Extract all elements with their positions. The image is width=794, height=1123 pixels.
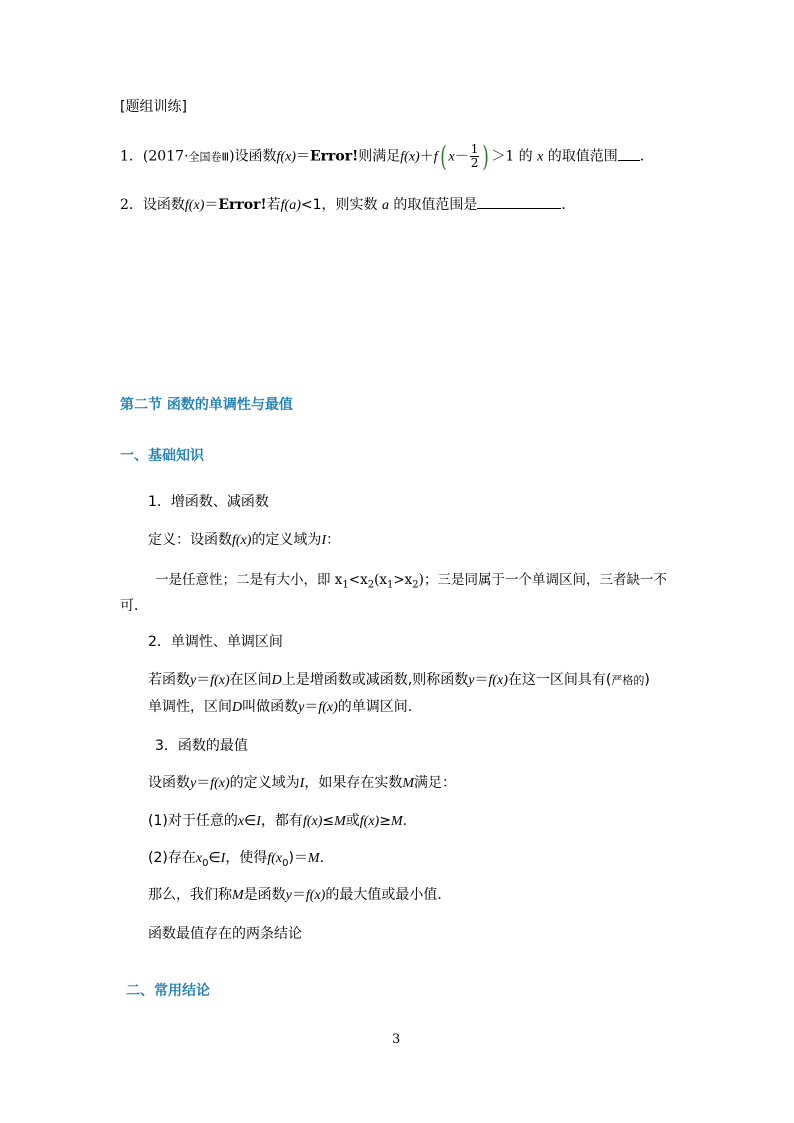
q1-source-end: ) [229, 148, 235, 165]
q2-number: 2． [120, 197, 143, 213]
mono1-fx: f(x) [210, 673, 230, 688]
c1-t1: (1)对于任意的 [148, 813, 238, 829]
q2-text-4: 的取值范围是 [388, 197, 478, 213]
c2-I: I [220, 851, 226, 866]
q1-number: 1． [120, 148, 143, 165]
mono1-fx2: f(x) [488, 673, 508, 688]
c1-t5: 或 [345, 813, 360, 829]
definition-line [148, 531, 340, 550]
c2-x0: x [195, 851, 203, 866]
q2-fa: f(a) [280, 198, 301, 213]
then-t1: 那么，我们称 [148, 887, 232, 903]
c1-t3: ，都有 [260, 813, 303, 829]
q1-fx2: f(x) [400, 149, 420, 165]
mono1-y: y [190, 673, 197, 688]
then-M: M [232, 888, 244, 903]
c2-t1: (2)存在 [148, 850, 196, 866]
max-t4: ，如果存在实数 [304, 775, 403, 791]
note-text-2: <x [348, 572, 368, 588]
note-line-2: 可． [120, 598, 148, 614]
q2-a: a [381, 198, 389, 213]
max-t1: 设函数 [148, 775, 190, 791]
then-t2: 是函数 [243, 887, 286, 903]
q1-fx: f(x) [276, 149, 296, 165]
c2-M: M [307, 851, 320, 866]
mono1-strict: 严格的 [611, 674, 645, 687]
mono2-D: D [232, 700, 243, 715]
max-t2: ＝ [196, 775, 211, 791]
q1-frac-den: 2 [470, 156, 479, 170]
c2-t2: ∈ [208, 850, 221, 866]
practice-heading: [题组训练] [120, 99, 187, 115]
q2-text-2: 若 [266, 197, 281, 213]
mono1-t6: 在这一区间具有( [507, 672, 612, 688]
q1-text-2: 则满足 [358, 148, 401, 165]
q1-source: (2017· [142, 148, 189, 165]
c2-f: f(x [267, 851, 283, 866]
then-fx: f(x) [305, 888, 326, 903]
def-text-3: ： [326, 532, 341, 548]
q2-eq: ＝ [204, 197, 219, 213]
q1-eq: ＝ [295, 148, 310, 165]
page-number: 3 [392, 1032, 401, 1047]
q1-text-3: ＞1 的 [491, 148, 533, 165]
q1-minus: － [454, 148, 469, 165]
then-y: y [285, 888, 292, 903]
max-y: y [190, 776, 197, 791]
q2-fx: f(x) [184, 198, 205, 213]
mono2-fx: f(x) [318, 700, 338, 715]
max-M: M [402, 776, 414, 791]
note-text-4: >x [393, 572, 413, 588]
q2-text-3: <1，则实数 [300, 197, 378, 213]
mono1-D: D [271, 673, 282, 688]
then-t4: 的最大值或最小值． [325, 887, 452, 903]
max-fx: f(x) [210, 776, 230, 791]
part1-title: 一、基础知识 [120, 448, 204, 464]
item2-title: 2．单调性、单调区间 [148, 634, 283, 650]
monotonic-line-1 [148, 671, 650, 690]
q2-answer-blank[interactable] [477, 194, 561, 209]
monotonic-line-2 [148, 698, 412, 717]
max-I: I [299, 776, 305, 791]
note-text-1: 一是任意性；二是有大小，即 x [155, 572, 343, 588]
mono1-t2: ＝ [196, 672, 211, 688]
note-text-3: (x [374, 572, 387, 588]
condition-1 [148, 812, 407, 831]
note-line-1 [155, 571, 667, 595]
part2-title: 二、常用结论 [126, 983, 210, 999]
q1-text-4: 的取值范围 [543, 148, 618, 165]
q1-text-1: 设函数 [234, 148, 277, 165]
c1-t2: ∈ [244, 813, 257, 829]
c1-M2: M [390, 814, 403, 829]
question-2 [120, 194, 575, 215]
def-text-1: 定义：设函数 [148, 532, 232, 548]
q1-end: ． [639, 148, 654, 165]
mono2-y: y [298, 700, 305, 715]
c2-sub0: 0 [202, 857, 209, 869]
mono1-t3: 在区间 [229, 672, 272, 688]
c1-I: I [256, 814, 261, 829]
conclusion-line: 函数最值存在的两条结论 [148, 926, 302, 942]
condition-2 [148, 849, 324, 873]
q2-end: ． [561, 197, 576, 213]
c2-t5: . [319, 850, 325, 866]
c2-sub1: 0 [282, 857, 289, 869]
mono1-y2: y [468, 673, 475, 688]
q1-answer-blank[interactable] [618, 146, 640, 161]
max-t3: 的定义域为 [229, 775, 300, 791]
q2-error: Error! [218, 197, 267, 213]
q1-x: x [448, 149, 455, 165]
note-sub-1: 1 [342, 579, 349, 591]
q1-frac-num: 1 [470, 142, 479, 156]
note-sub-3: 1 [386, 579, 394, 591]
mono1-t1: 若函数 [148, 672, 190, 688]
right-paren-icon: ) [482, 139, 490, 173]
q1-source-label: 全国卷Ⅲ [188, 150, 230, 164]
q2-text-1: 设函数 [142, 197, 185, 213]
note-text-5: )；三是同属于一个单调区间，三者缺一不 [418, 572, 667, 588]
c2-t3: ，使得 [225, 850, 268, 866]
mono1-t5: ＝ [474, 672, 489, 688]
q1-f: f [433, 149, 438, 165]
then-t3: ＝ [291, 887, 306, 903]
c1-x: x [237, 814, 245, 829]
c1-t6: ≥ [379, 813, 391, 829]
def-text-2: 的定义域为 [251, 532, 322, 548]
c1-fx2: f(x) [359, 814, 380, 829]
then-line [148, 886, 451, 905]
mono1-t7: ) [644, 672, 650, 688]
max-t5: 满足： [414, 775, 456, 791]
c1-t4: ≤ [322, 813, 335, 829]
note-sub-2: 2 [367, 579, 375, 591]
q1-x2: x [537, 149, 544, 165]
c1-t7: . [402, 813, 408, 829]
q1-plus: ＋ [419, 148, 434, 165]
q1-fraction [470, 143, 480, 170]
left-paren-icon: ( [439, 139, 447, 173]
item1-title: 1．增函数、减函数 [148, 494, 269, 510]
question-1 [120, 139, 654, 173]
def-fx: f(x) [232, 533, 252, 548]
note-sub-4: 2 [412, 579, 419, 591]
mono2-t1: 单调性，区间 [148, 699, 232, 715]
mono2-t2: 叫做函数 [242, 699, 299, 715]
mono2-t4: 的单调区间. [337, 699, 413, 715]
max-definition-line [148, 774, 456, 793]
item3-title: 3．函数的最值 [155, 738, 248, 754]
mono2-t3: ＝ [304, 699, 319, 715]
mono1-t4: 上是增函数或减函数,则称函数 [281, 672, 469, 688]
c2-t4: )＝ [288, 850, 308, 866]
q1-error: Error! [309, 148, 359, 165]
c1-M: M [334, 814, 346, 829]
section-title: 第二节 函数的单调性与最值 [120, 397, 293, 413]
def-I: I [321, 533, 327, 548]
c1-fx: f(x) [302, 814, 323, 829]
